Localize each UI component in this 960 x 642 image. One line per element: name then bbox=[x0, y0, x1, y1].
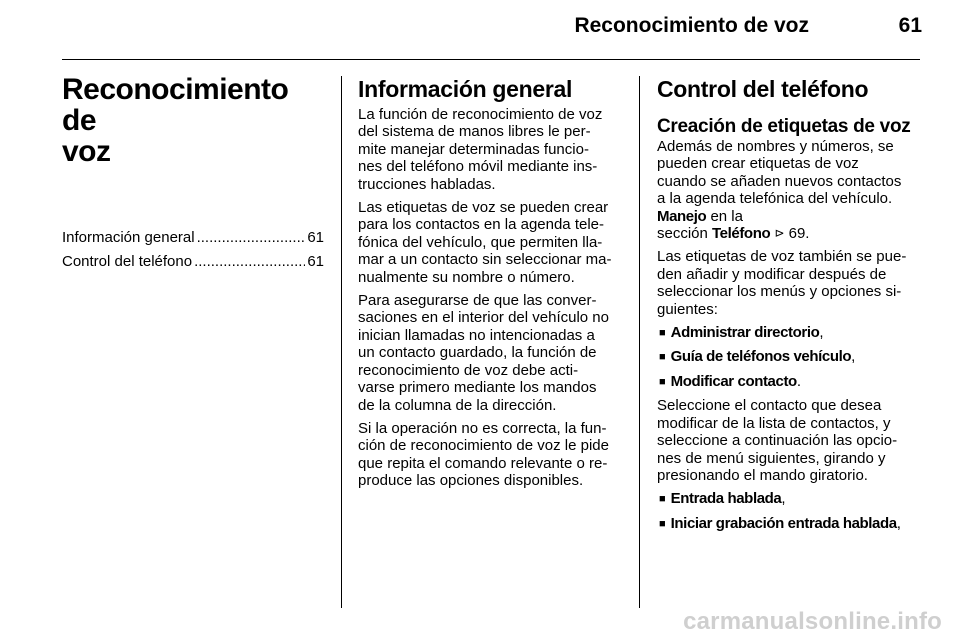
text-line: Para asegurarse de que las conver- bbox=[358, 292, 597, 310]
bullet-punct: , bbox=[896, 514, 901, 532]
paragraph-2 bbox=[358, 199, 622, 286]
page-reference-link[interactable]: 69. bbox=[784, 225, 810, 243]
text-line: Las etiquetas de voz se pueden crear bbox=[358, 199, 609, 217]
text-line: mar a un contacto sin seleccionar ma- bbox=[358, 251, 612, 269]
toc-entry-label: Control del teléfono bbox=[62, 253, 193, 270]
text-line: sección bbox=[657, 225, 713, 243]
text-line: inician llamadas no intencionadas a bbox=[358, 326, 595, 344]
text-line: varse primero mediante los mandos bbox=[358, 379, 597, 397]
text-line: Además de nombres y números, se bbox=[657, 138, 894, 155]
text-line: nes del teléfono móvil mediante ins- bbox=[358, 158, 598, 176]
text-line: saciones en el interior del vehículo no bbox=[358, 309, 609, 327]
text-line: mite manejar determinadas funcio- bbox=[358, 140, 589, 158]
text-line: pueden crear etiquetas de voz bbox=[657, 155, 859, 173]
text-line: ción de reconocimiento de voz le pide bbox=[358, 437, 609, 455]
bullet-item bbox=[657, 324, 921, 342]
text-line: nes de menú siguientes, girando y bbox=[657, 449, 886, 467]
text-line: a la agenda telefónica del vehículo. bbox=[657, 190, 893, 208]
bullet-label: Guía de teléfonos vehículo bbox=[670, 348, 852, 366]
column-divider-2 bbox=[639, 76, 640, 608]
table-of-contents bbox=[62, 228, 324, 272]
bullet-square-icon: ■ bbox=[659, 493, 666, 506]
bullet-punct: , bbox=[781, 490, 786, 508]
paragraph-3 bbox=[358, 292, 622, 414]
bullet-square-icon: ■ bbox=[659, 327, 666, 340]
text-line: La función de reconocimiento de voz bbox=[358, 106, 603, 123]
control-del-telefono-section bbox=[657, 74, 921, 539]
manejo-reference: Manejo bbox=[657, 207, 707, 225]
text-line: trucciones habladas. bbox=[358, 175, 496, 193]
text-line: Seleccione el contacto que desea bbox=[657, 397, 882, 415]
text-line: guientes: bbox=[657, 300, 718, 318]
informacion-general-section bbox=[358, 74, 622, 496]
chapter-title-line-2: voz bbox=[62, 135, 111, 168]
text-line: de la columna de la dirección. bbox=[358, 396, 557, 414]
text-line: seleccione a continuación las opcio- bbox=[657, 432, 898, 450]
text-line: Si la operación no es correcta, la fun- bbox=[358, 419, 607, 437]
text-line: para los contactos en la agenda tele- bbox=[358, 216, 604, 234]
telefono-reference: Teléfono bbox=[712, 225, 771, 243]
text-line: fónica del vehículo, que permiten lla- bbox=[358, 233, 603, 251]
bullet-label: Iniciar grabación entrada hablada bbox=[670, 514, 897, 532]
bullet-punct: , bbox=[819, 324, 824, 342]
bullet-label: Modificar contacto bbox=[670, 372, 797, 390]
text-line: den añadir y modificar después de bbox=[657, 265, 887, 283]
toc-leader-dots bbox=[197, 228, 306, 248]
bullet-item bbox=[657, 515, 921, 533]
chapter-title bbox=[62, 74, 324, 167]
toc-entry-informacion-general[interactable] bbox=[62, 228, 324, 248]
page-number: 61 bbox=[898, 14, 922, 37]
section-title-control-del-telefono: Control del teléfono bbox=[657, 76, 869, 102]
text-line: del sistema de manos libres le per- bbox=[358, 123, 591, 141]
text-line: nualmente su nombre o número. bbox=[358, 268, 575, 286]
column-divider-1 bbox=[341, 76, 342, 608]
text-line: produce las opciones disponibles. bbox=[358, 472, 584, 490]
bullet-square-icon: ■ bbox=[659, 375, 666, 388]
bullet-punct: . bbox=[796, 372, 801, 390]
paragraph-3 bbox=[657, 397, 921, 484]
paragraph-1 bbox=[657, 138, 921, 242]
text-line: presionando el mando giratorio. bbox=[657, 466, 868, 484]
chapter-title-line-1: Reconocimiento de bbox=[62, 73, 289, 137]
bullet-punct: , bbox=[851, 348, 856, 366]
text-line: cuando se añaden nuevos contactos bbox=[657, 172, 902, 190]
bullet-label: Administrar directorio bbox=[670, 324, 820, 342]
toc-entry-label: Información general bbox=[62, 229, 195, 246]
paragraph-1 bbox=[358, 106, 622, 193]
toc-leader-dots bbox=[194, 252, 305, 272]
text-line: modificar de la lista de contactos, y bbox=[657, 414, 891, 432]
site-watermark: carmanualsonline.info bbox=[683, 608, 942, 635]
text-line: en la bbox=[706, 207, 743, 225]
paragraph-2 bbox=[657, 248, 921, 318]
bullet-item bbox=[657, 348, 921, 366]
section-title-informacion-general: Información general bbox=[358, 76, 573, 102]
page-reference-arrow-icon: ⊳ bbox=[774, 226, 785, 241]
toc-entry-page: 61 bbox=[307, 253, 324, 270]
bullet-square-icon: ■ bbox=[659, 351, 666, 364]
text-line: Las etiquetas de voz también se pue- bbox=[657, 248, 907, 266]
running-header-title: Reconocimiento de voz bbox=[574, 14, 809, 37]
subsection-title-creacion-etiquetas: Creación de etiquetas de voz bbox=[657, 116, 911, 137]
text-line: un contacto guardado, la función de bbox=[358, 344, 597, 362]
bullet-item bbox=[657, 490, 921, 508]
text-line: reconocimiento de voz debe acti- bbox=[358, 361, 579, 379]
bullet-square-icon: ■ bbox=[659, 517, 666, 530]
paragraph-4 bbox=[358, 420, 622, 490]
toc-entry-control-del-telefono[interactable] bbox=[62, 252, 324, 272]
header-divider bbox=[62, 59, 920, 60]
toc-entry-page: 61 bbox=[307, 229, 324, 246]
chapter-column bbox=[62, 74, 324, 276]
bullet-item bbox=[657, 373, 921, 391]
text-line: que repita el comando relevante o re- bbox=[358, 454, 608, 472]
text-line: seleccionar los menús y opciones si- bbox=[657, 283, 902, 301]
bullet-label: Entrada hablada bbox=[670, 490, 782, 508]
